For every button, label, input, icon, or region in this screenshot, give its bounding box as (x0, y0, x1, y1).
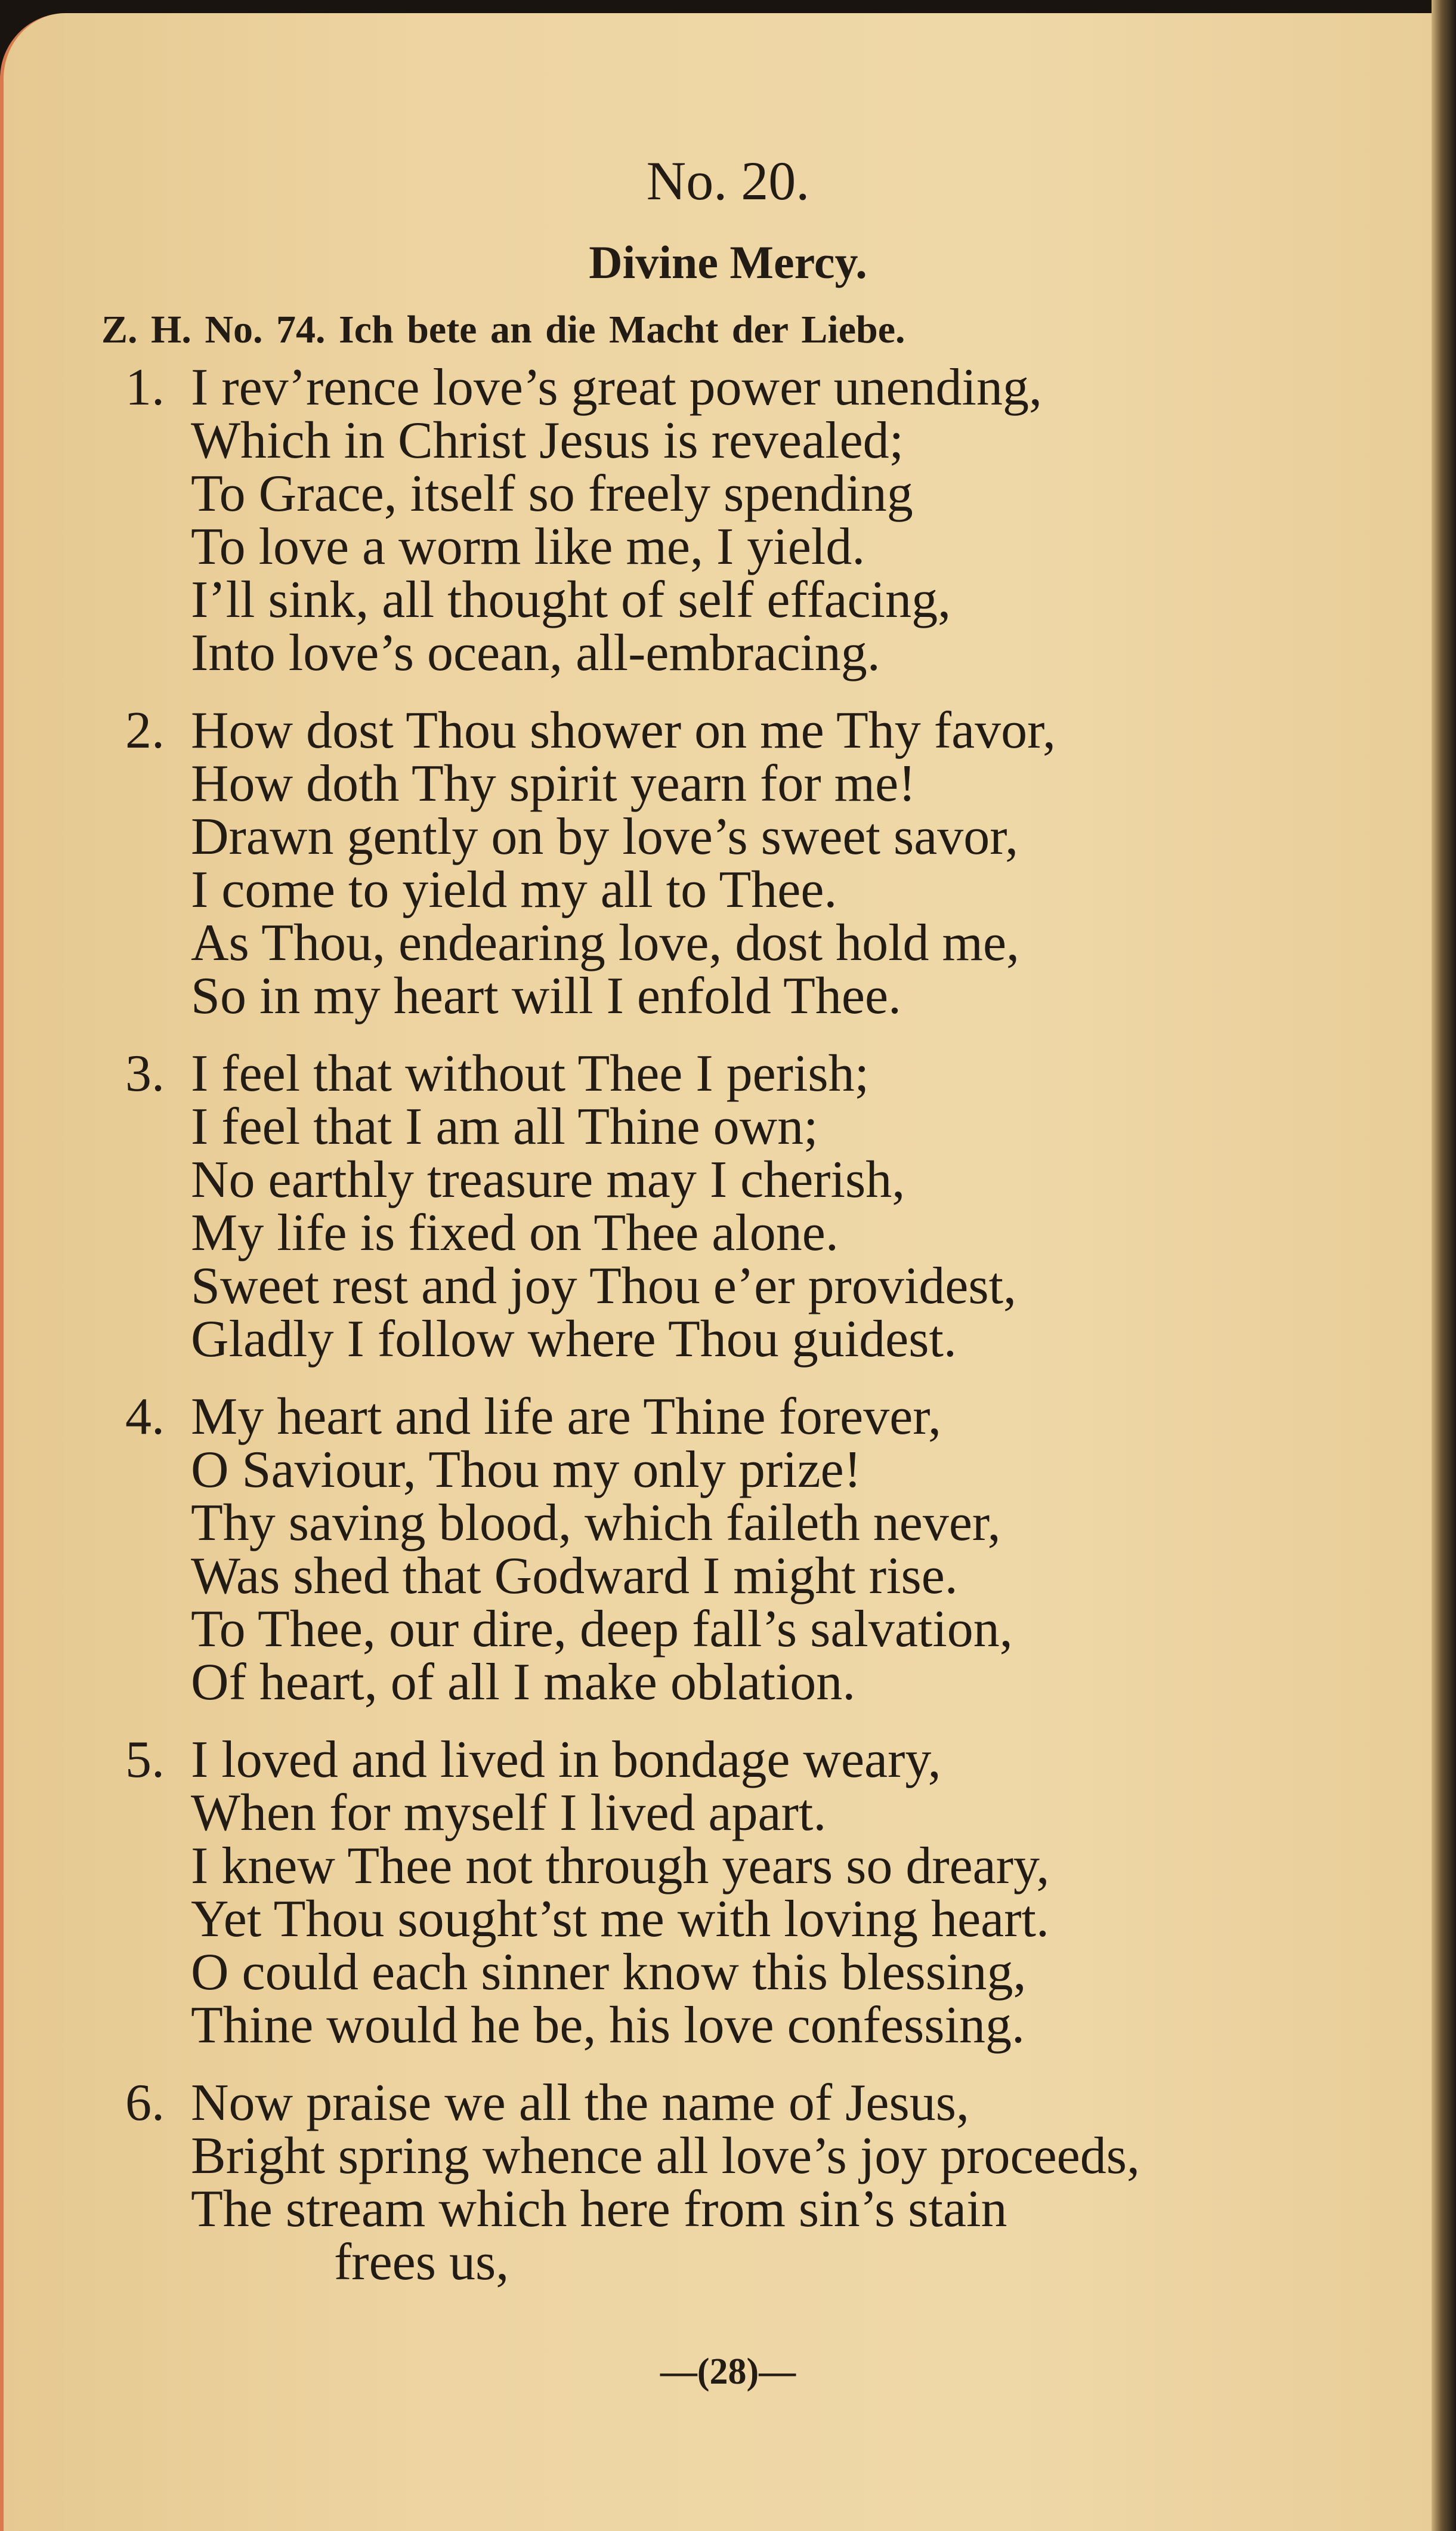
verse-number: 3. (125, 1045, 165, 1103)
verse-line: frees us, (334, 2233, 509, 2291)
verse-4 (125, 1390, 1013, 1709)
verse-line: No earthly treasure may I cherish, (191, 1151, 905, 1209)
verse-line: To love a worm like me, I yield. (191, 518, 865, 576)
verse-line: Which in Christ Jesus is revealed; (191, 412, 904, 470)
verse-line: To Thee, our dire, deep fall’s salvation, (191, 1600, 1013, 1658)
verse-1 (125, 361, 1042, 680)
verse-line: I feel that I am all Thine own; (191, 1098, 818, 1156)
verse-line: Thine would he be, his love confessing. (191, 1996, 1025, 2054)
verse-3 (125, 1047, 1016, 1366)
verse-line: O could each sinner know this blessing, (191, 1943, 1027, 2001)
page-number: —(28)— (660, 2351, 796, 2392)
verse-line: I loved and lived in bondage weary, (191, 1731, 941, 1789)
verse-line: The stream which here from sin’s stain (191, 2180, 1007, 2238)
verse-line: When for myself I lived apart. (191, 1784, 827, 1842)
verse-line: Into love’s ocean, all-embracing. (191, 624, 880, 682)
hymn-source: Z. H. No. 74. Ich bete an die Macht der Liebe. (101, 308, 905, 351)
verse-line: So in my heart will I enfold Thee. (191, 967, 902, 1025)
verse-line: Was shed that Godward I might rise. (191, 1547, 958, 1605)
verse-line: Drawn gently on by love’s sweet savor, (191, 808, 1019, 866)
verse-line: Bright spring whence all love’s joy proceeds, (191, 2127, 1140, 2185)
verse-line: Of heart, of all I make oblation. (191, 1653, 856, 1711)
verse-line: I knew Thee not through years so dreary, (191, 1837, 1050, 1895)
verse-number: 2. (125, 702, 165, 760)
verse-line: O Saviour, Thou my only prize! (191, 1441, 862, 1499)
verse-number: 6. (125, 2074, 165, 2132)
page-edge (1432, 0, 1456, 2531)
verse-line: I’ll sink, all thought of self effacing, (191, 571, 951, 629)
verse-line: How dost Thou shower on me Thy favor, (191, 702, 1056, 760)
hymn-title: Divine Mercy. (589, 236, 867, 288)
hymn-number: No. 20. (646, 150, 810, 211)
verse-line: I feel that without Thee I perish; (191, 1045, 870, 1103)
verse-line: Thy saving blood, which faileth never, (191, 1494, 1001, 1552)
verse-6 (125, 2076, 1140, 2289)
verse-line: I rev’rence love’s great power unending, (191, 359, 1042, 416)
verse-line: I come to yield my all to Thee. (191, 861, 837, 919)
verse-line: Gladly I follow where Thou guidest. (191, 1310, 957, 1368)
verse-line: Sweet rest and joy Thou e’er providest, (191, 1257, 1017, 1315)
verse-line: My heart and life are Thine forever, (191, 1388, 942, 1446)
verse-line: To Grace, itself so freely spending (191, 465, 913, 523)
verse-5 (125, 1733, 1049, 2052)
verse-line: My life is fixed on Thee alone. (191, 1204, 839, 1262)
verse-line: As Thou, endearing love, dost hold me, (191, 914, 1020, 972)
verse-line: Now praise we all the name of Jesus, (191, 2074, 969, 2132)
verse-line: How doth Thy spirit yearn for me! (191, 755, 916, 813)
verse-number: 5. (125, 1731, 165, 1789)
verse-2 (125, 704, 1056, 1023)
verse-line: Yet Thou sought’st me with loving heart. (191, 1890, 1049, 1948)
verse-number: 4. (125, 1388, 165, 1446)
verse-number: 1. (125, 359, 165, 416)
